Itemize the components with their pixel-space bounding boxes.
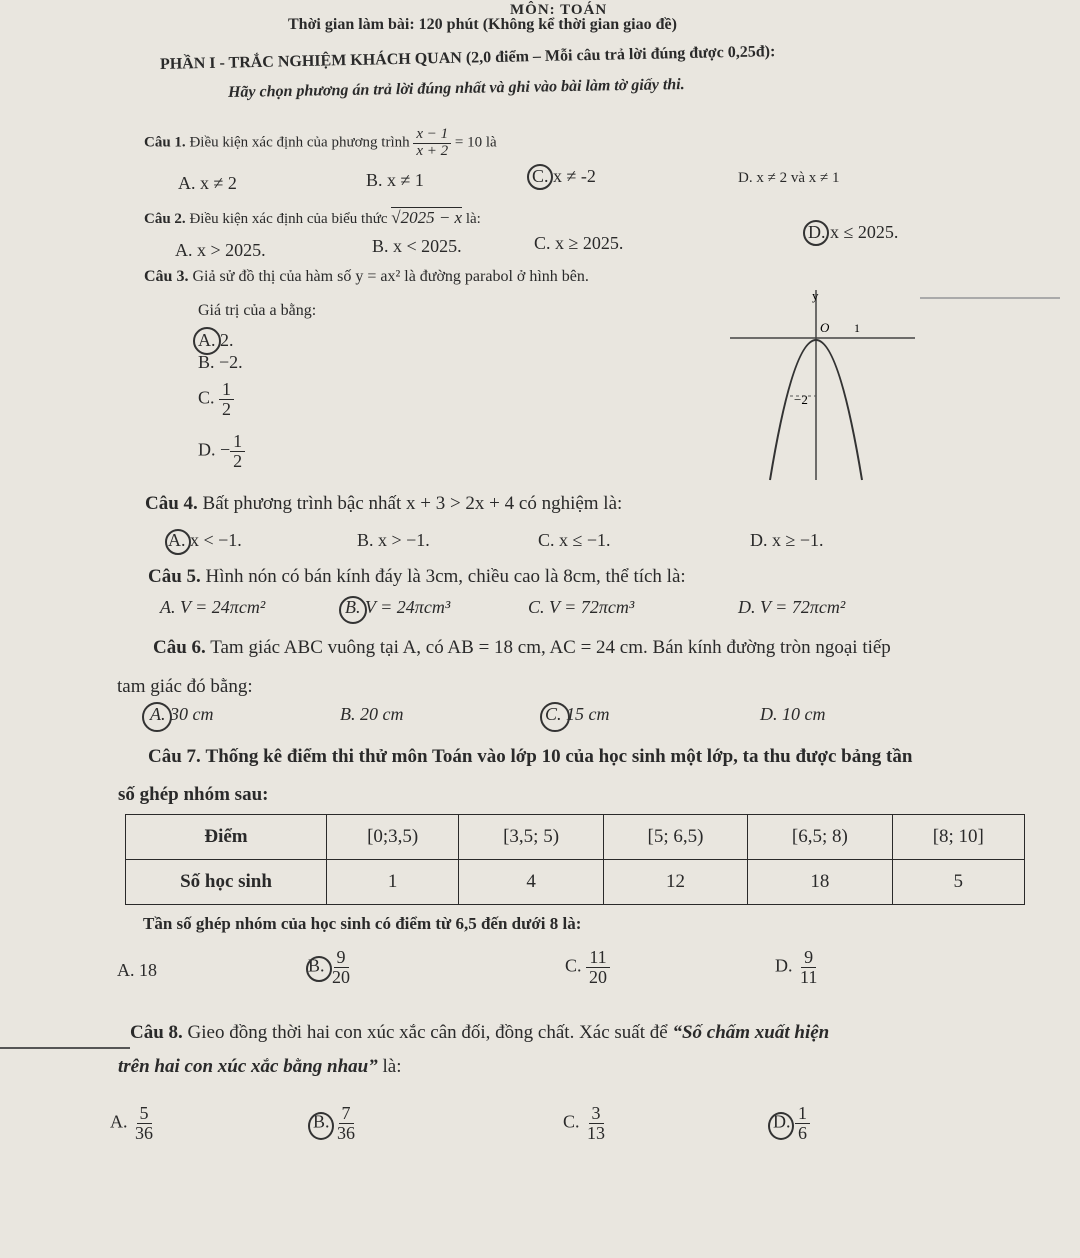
tick-label-neg2: −2 — [794, 392, 808, 407]
q1-option-c: C. x ≠ -2 — [532, 166, 596, 186]
q2-option-d: D. x ≤ 2025. — [808, 222, 899, 242]
section-title: PHẦN I - TRẮC NGHIỆM KHÁCH QUAN (2,0 điểm – Mỗi câu trả lời đúng được 0,25đ): — [159, 43, 776, 73]
table-header-cell: Điểm — [126, 815, 327, 860]
table-header-cell: Số học sinh — [126, 860, 327, 905]
answer-circle-mark — [193, 327, 221, 355]
q3-option-b: B. −2. — [198, 352, 243, 372]
q3-subtext: Giá trị của a bằng: — [198, 302, 317, 319]
question-text: Hình nón có bán kính đáy là 3cm, chiều cao là 8cm, thể tích là: — [205, 566, 686, 587]
q4-option-c: C. x ≤ −1. — [538, 530, 611, 550]
q1-option-b: B. x ≠ 1 — [366, 170, 424, 190]
table-row — [126, 815, 1025, 860]
question-text: Gieo đồng thời hai con xúc xắc cân đối, đồng chất. Xác suất để — [187, 1022, 668, 1043]
question-7 — [148, 746, 912, 768]
question-number: Câu 2. — [144, 211, 186, 227]
origin-label: O — [820, 320, 830, 335]
q1-option-d: D. x ≠ 2 và x ≠ 1 — [738, 170, 840, 186]
question-1: Câu 1. Điều kiện xác định của phương trình $\frac{x - 1}{x + 2}$ = 10 là — [144, 126, 497, 159]
q2-option-b: B. x < 2025. — [372, 236, 462, 256]
question-text: Thống kê điểm thi thử môn Toán vào lớp 10 của học sinh một lớp, ta thu được bảng tần — [205, 746, 913, 767]
answer-circle-mark — [308, 1112, 334, 1140]
table-cell: [5; 6,5) — [603, 815, 747, 860]
sqrt-expression: √2025 − x — [391, 208, 463, 227]
tick-label-one: 1 — [854, 321, 860, 335]
question-3 — [144, 268, 589, 286]
q6-text-line-2: tam giác đó bằng: — [117, 676, 253, 697]
q4-option-d: D. x ≥ −1. — [750, 530, 824, 550]
answer-circle-mark — [142, 702, 172, 732]
q1-option-a: A. x ≠ 2 — [178, 173, 237, 193]
margin-line — [0, 1047, 130, 1049]
question-number: Câu 4. — [145, 493, 198, 514]
q6-option-d: D. 10 cm — [760, 704, 826, 724]
answer-circle-mark — [165, 529, 191, 555]
table-cell: [0;3,5) — [327, 815, 459, 860]
q2-option-c: C. x ≥ 2025. — [534, 233, 624, 253]
question-number: Câu 6. — [153, 637, 206, 658]
table-cell: 18 — [748, 860, 892, 905]
question-text: Điều kiện xác định của phương trình — [189, 134, 410, 151]
q6-option-b: B. 20 cm — [340, 704, 404, 724]
y-axis-label: y — [812, 288, 819, 303]
table-cell: [8; 10] — [892, 815, 1024, 860]
question-number: Câu 1. — [144, 134, 186, 151]
table-cell: 12 — [603, 860, 747, 905]
q3-option-a: A. 2. — [198, 330, 234, 350]
table-cell: 4 — [459, 860, 603, 905]
question-6 — [153, 637, 891, 659]
question-text: Giả sử đồ thị của hàm số y = ax² là đường parabol ở hình bên. — [192, 268, 589, 285]
section-instruction: Hãy chọn phương án trả lời đúng nhất và ghi vào bài làm tờ giấy thi. — [227, 76, 685, 101]
q6-option-c: C. 15 cm — [545, 704, 610, 724]
question-text: Điều kiện xác định của biểu thức — [189, 211, 388, 227]
frequency-table — [125, 814, 1025, 905]
q8-option-c: C. $\frac{3}{13}$ — [563, 1103, 606, 1143]
question-text: Bất phương trình bậc nhất x + 3 > 2x + 4 có nghiệm là: — [202, 493, 623, 514]
question-text: Tam giác ABC vuông tại A, có AB = 18 cm, AC = 24 cm. Bán kính đường tròn ngoại tiếp — [210, 637, 891, 658]
q2-option-a: A. x > 2025. — [175, 240, 266, 260]
equation-fraction: $\frac{x - 1}{x + 2}$ — [413, 127, 451, 160]
question-2: Câu 2. Điều kiện xác định của biểu thức √2025 − x là: — [144, 208, 481, 227]
decor-line — [920, 297, 1060, 299]
answer-circle-mark — [527, 164, 553, 190]
q3-option-d: D. − $\frac{1}{2}$ — [198, 432, 245, 471]
q7-text-line-2: số ghép nhóm sau: — [118, 784, 269, 805]
parabola-graph — [720, 280, 920, 490]
q8-option-a: A. $\frac{5}{36}$ — [110, 1103, 153, 1143]
question-4 — [145, 493, 622, 515]
q5-option-c: C. V = 72πcm³ — [528, 597, 635, 617]
q6-option-a: A. 30 cm — [150, 704, 214, 724]
table-cell: 1 — [327, 860, 459, 905]
q5-option-d: D. V = 72πcm² — [738, 597, 846, 617]
exam-time: Thời gian làm bài: 120 phút (Không kể thời gian giao đề) — [288, 16, 677, 33]
q5-option-b: B. V = 24πcm³ — [345, 597, 451, 617]
answer-circle-mark — [768, 1112, 794, 1140]
subject-title: MÔN: TOÁN — [510, 2, 608, 18]
question-number: Câu 3. — [144, 268, 189, 285]
q7-option-c: C. $\frac{11}{20}$ — [565, 948, 610, 987]
answer-circle-mark — [339, 596, 367, 624]
question-number: Câu 5. — [148, 566, 201, 587]
question-number: Câu 7. — [148, 746, 201, 767]
question-quote: “Số chấm xuất hiện — [672, 1022, 830, 1043]
answer-circle-mark — [803, 220, 829, 246]
table-row — [126, 860, 1025, 905]
table-cell: [3,5; 5) — [459, 815, 603, 860]
question-number: Câu 8. — [130, 1022, 183, 1043]
q4-option-a: A. x < −1. — [168, 530, 242, 550]
q8-option-b: B. $\frac{7}{36}$ — [313, 1103, 356, 1143]
q3-option-c: C. $\frac{1}{2}$ — [198, 380, 234, 419]
q5-option-a: A. V = 24πcm² — [160, 597, 266, 617]
q8-text-line-2: trên hai con xúc xắc bằng nhau” là: — [118, 1056, 402, 1077]
q7-option-b: B. $\frac{9}{20}$ — [308, 947, 351, 987]
table-cell: 5 — [892, 860, 1024, 905]
table-cell: [6,5; 8) — [748, 815, 892, 860]
q7-option-d: D. $\frac{9}{11}$ — [775, 947, 818, 987]
q8-option-d: D. $\frac{1}{6}$ — [773, 1104, 810, 1143]
question-8 — [130, 1022, 829, 1044]
question-5 — [148, 566, 686, 588]
answer-circle-mark — [306, 956, 332, 982]
q7-ask: Tần số ghép nhóm của học sinh có điểm từ 6,5 đến dưới 8 là: — [143, 914, 582, 933]
q4-option-b: B. x > −1. — [357, 530, 430, 550]
q7-option-a: A. 18 — [117, 960, 157, 980]
answer-circle-mark — [540, 702, 570, 732]
